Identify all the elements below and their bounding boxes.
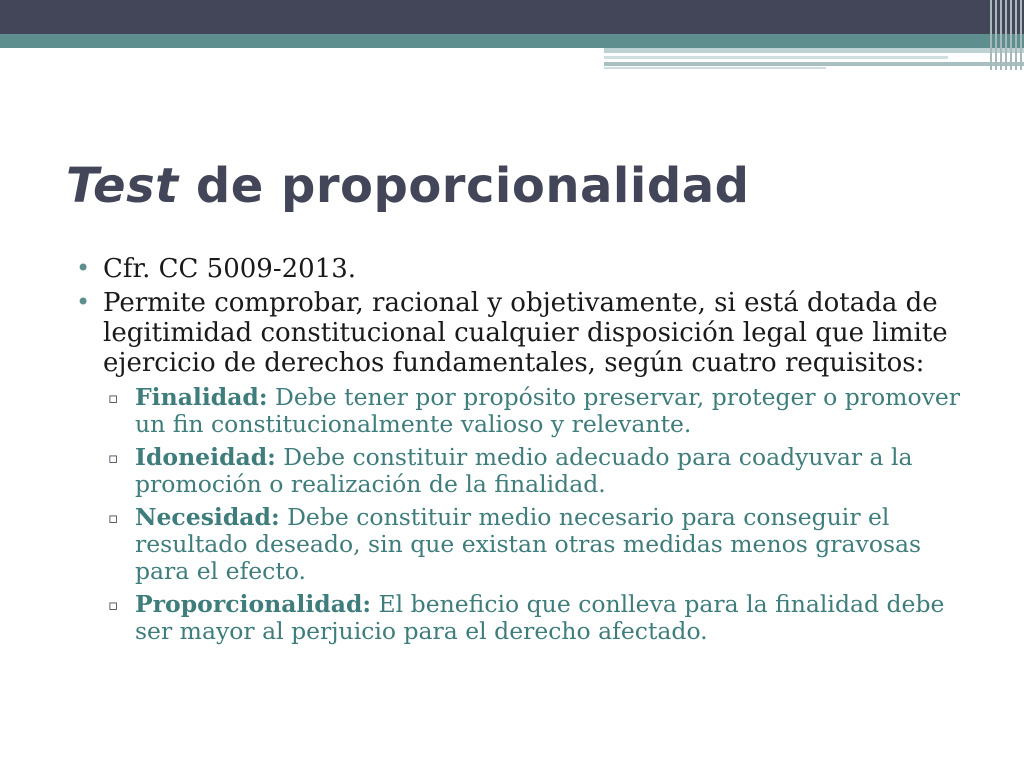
bullet-dot-icon: •: [76, 288, 91, 316]
bullet-item: [76, 254, 976, 284]
subbullet-term: Finalidad:: [135, 383, 268, 411]
slide-title-rest: de proporcionalidad: [178, 158, 750, 214]
header-vertical-bars: [986, 0, 1024, 70]
header-accent-line: [604, 67, 826, 69]
bullet-item: [76, 288, 976, 378]
subbullet-item: [108, 503, 976, 585]
subbullet-text: Debe tener por propósito preservar, proteger o promover un fin constitucionalmente valioso y relevante.: [135, 383, 961, 438]
subbullet-item: [108, 443, 976, 498]
square-bullet-icon: ▫: [108, 449, 119, 467]
bullet-dot-icon: •: [76, 254, 91, 282]
subbullet-term: Idoneidad:: [135, 443, 276, 471]
square-bullet-icon: ▫: [108, 389, 119, 407]
header-accent-line: [604, 62, 1024, 66]
subbullet-text: Debe constituir medio adecuado para coadyuvar a la promoción o realización de la finalidad.: [135, 443, 913, 498]
bullet-text: Cfr. CC 5009-2013.: [103, 254, 357, 284]
subbullet-term: Proporcionalidad:: [135, 590, 372, 618]
square-bullet-icon: ▫: [108, 509, 119, 527]
square-bullet-icon: ▫: [108, 596, 119, 614]
header-band-teal: [0, 34, 1024, 48]
subbullet-text: Debe constituir medio necesario para conseguir el resultado deseado, sin que existan otras medidas menos gravosas para el efecto.: [135, 503, 922, 585]
subbullet-term: Necesidad:: [135, 503, 280, 531]
header-band-dark: [0, 0, 1024, 34]
slide-title-italic: Test: [66, 158, 179, 214]
subbullet-text: El beneficio que conlleva para la finalidad debe ser mayor al perjuicio para el derecho afectado.: [135, 590, 945, 645]
header-accent-line: [604, 48, 1024, 53]
header-accent-line: [604, 56, 948, 59]
slide-title: [66, 158, 749, 214]
subbullet-item: [108, 383, 976, 438]
subbullet-item: [108, 590, 976, 645]
bullet-text: Permite comprobar, racional y objetivamente, si está dotada de legitimidad constitucional cualquier disposición legal que limite ejercicio de derechos fundamentales, según cuatro requisitos:: [103, 288, 948, 378]
slide-body: [76, 254, 976, 645]
